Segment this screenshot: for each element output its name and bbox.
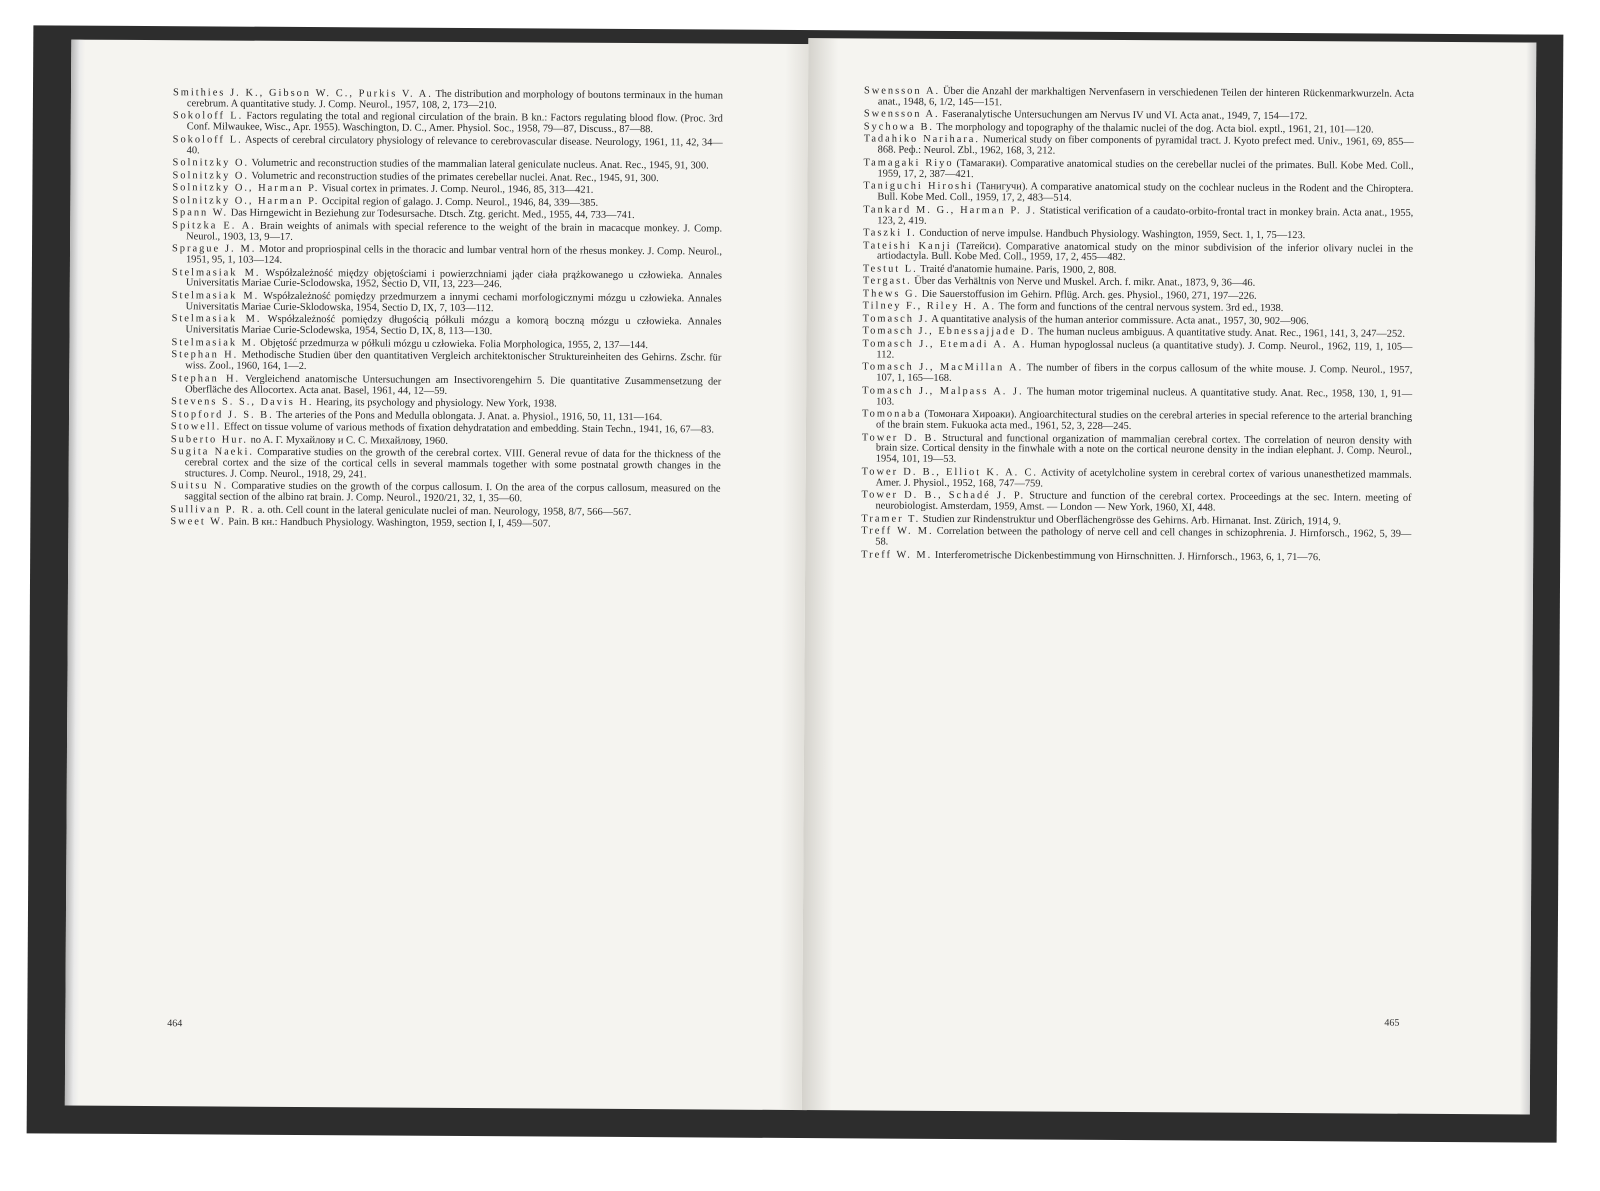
reference-author: Tamagaki Riyo: [863, 157, 954, 169]
reference-entry: [864, 86, 1414, 111]
reference-author: Stelmasiak M.: [171, 290, 260, 302]
reference-text: Methodische Studien über den quantitativen Vergleich architektonischer Struktureinheiten des Gehirns. Zschr. für wiss. Zool., 1960, 164, 1—2.: [185, 349, 722, 373]
reference-text: Occipital region of galago. J. Comp. Neurol., 1946, 84, 339—385.: [321, 195, 599, 209]
reference-text: Volumetric and reconstruction studies of the mammalian lateral geniculate nucleus. Anat. Rec., 1945, 91, 300.: [251, 157, 709, 172]
reference-text: The number of fibers in the corpus callosum of the white mouse. J. Comp. Neurol., 1957, 107, 1, 165—168.: [876, 362, 1413, 385]
reference-author: Taniguchi Hiroshi: [863, 180, 974, 193]
reference-text: Pain. B кн.: Handbuch Physiology. Washington, 1959, section I, I, 459—507.: [228, 516, 551, 530]
reference-author: Tower D. B., Schadé J. P.: [861, 489, 1026, 502]
reference-author: Tower D. B.: [861, 431, 939, 444]
reference-entry: [862, 339, 1412, 364]
reference-entry: [862, 433, 1412, 469]
reference-author: Tomasch J.: [862, 313, 930, 325]
reference-text: Współzależność między objętościami i powierzchniami jąder ciała prążkowanego u człowieka. Annales Universitatis Mariae Curie-Sclodowska, 1952, Sectio D, VII, 13, 223—246.: [185, 267, 722, 291]
reference-author: Tomasch J., Ebnessajjade D.: [862, 325, 1036, 338]
reference-text: The arteries of the Pons and Medulla oblongata. J. Anat. a. Physiol., 1916, 50, 11, 131—164.: [276, 409, 663, 423]
reference-entry: [173, 135, 723, 160]
reference-entry: [863, 182, 1413, 207]
reference-text: The distribution and morphology of boutons terminaux in the human cerebrum. A quantitative study. J. Comp. Neurol., 1957, 108, 2, 173—210.: [186, 88, 723, 112]
reference-author: Stelmasiak M.: [171, 266, 261, 279]
reference-text: Statistical verification of a caudato-orbito-frontal tract in monkey brain. Acta anat., 1955, 123, 2, 419.: [877, 205, 1414, 227]
reference-text: Motor and propriospinal cells in the thoracic and lumbar ventral horn of the rhesus monkey. J. Comp. Neurol., 1951, 95, 1, 103—124.: [185, 243, 723, 266]
reference-author: Tadahiko Narihara.: [863, 133, 981, 146]
reference-text: Conduction of nerve impulse. Handbuch Physiology. Washington, 1959, Sect. 1, 1, 75—123.: [919, 227, 1306, 242]
reference-author: Stephan H.: [171, 349, 239, 361]
reference-entry: [862, 386, 1412, 411]
reference-author: Tower D. B., Elliot K. A. C.: [861, 466, 1039, 479]
reference-text: Faseranalytische Untersuchungen am Nervus IV und VI. Acta anat., 1949, 7, 154—172.: [942, 109, 1308, 123]
reference-author: Sweet W.: [170, 516, 226, 528]
reference-text: The human nucleus ambiguus. A quantitative study. Anat. Rec., 1961, 141, 3, 247—252.: [1037, 326, 1406, 341]
reference-entry: [863, 205, 1413, 230]
reference-text: Structure and function of the cerebral cortex. Proceedings at the sec. Intern. meeting of neurobiologist. Amsterdam, 1959, Amst. — London — New York, 1960, XI, 448.: [875, 490, 1412, 514]
reference-author: Suberto Hur.: [170, 433, 249, 446]
reference-text: Traité d'anatomie humaine. Paris, 1900, 2, 808.: [920, 263, 1117, 276]
reference-author: Tilney F., Riley H. A.: [862, 300, 997, 313]
reference-text: Studien zur Rindenstruktur und Oberflächengrösse des Gehirns. Arb. Hirnanat. Inst. Zürich, 1914, 9.: [922, 513, 1341, 528]
reference-entry: [171, 374, 721, 399]
reference-author: Swensson A.: [863, 108, 940, 121]
reference-text: Hearing, its psychology and physiology. New York, 1938.: [316, 397, 557, 410]
reference-text: A quantitative analysis of the human anterior commissure. Acta anat., 1957, 30, 902—906.: [931, 313, 1309, 328]
reference-author: Tankard M. G., Harman P. J.: [863, 204, 1038, 217]
reference-text: Interferometrische Dickenbestimmung von Hirnschnitten. J. Hirnforsch., 1963, 6, 1, 71—76.: [934, 549, 1321, 563]
reference-text: (Томонага Хироаки). Angioarchitectural studies on the cerebral arteries in special reference to the arterial branching of the brain stem. Fukuoka acta med., 1961, 52, 3, 228—245.: [875, 408, 1413, 433]
reference-text: Współzależność pomiędzy długością półkuli mózgu a komorą boczną mózgu u człowieka. Annales Universitatis Mariae Curie-Sclodewska, 1954, Sectio D, IX, 8, 113—130.: [185, 314, 722, 338]
right-reference-list: [861, 86, 1414, 565]
reference-entry: [862, 410, 1412, 435]
reference-author: Swensson A.: [863, 85, 941, 97]
reference-text: Vergleichend anatomische Untersuchungen am Insectivorengehirn 5. Die quantitative Zusammensetzung der Oberfläche des Allocortex. Acta anat. Basel, 1961, 44, 12—59.: [185, 373, 722, 397]
reference-author: Tomonaba: [862, 408, 922, 420]
reference-author: Spitzka E. A.: [172, 219, 256, 232]
reference-entry: [170, 482, 720, 507]
reference-text: Effect on tissue volume of various methods of fixation dehydratation and embedding. Stain Techn., 1941, 16, 67—83.: [223, 421, 714, 436]
reference-author: Stopford J. S. B.: [170, 408, 274, 421]
reference-author: Stevens S. S., Davis H.: [171, 396, 314, 409]
right-page: [802, 38, 1537, 1114]
reference-text: Aspects of cerebral circulatory physiology of relevance to cerebrovascular disease. Neurology, 1961, 11, 42, 34—40.: [186, 134, 723, 157]
reference-entry: [172, 315, 722, 340]
reference-entry: [863, 241, 1413, 266]
reference-entry: [862, 467, 1412, 492]
reference-entry: [172, 221, 722, 246]
reference-text: Über die Anzahl der markhaltigen Nervenfasern in verschiedenen Teilen der hinteren Rückenmarkwurzeln. Acta anat., 1948, 6, 1/2, 145—151.: [877, 85, 1415, 109]
reference-text: Factors regulating the total and regional circulation of the brain. B kn.: Factors regulating blood flow. (Proc. 3rd Conf. Milwaukee, Wisc., Apr. 1955). Waschington, D. C., Amer. Physiol. Soc., 1958, 79—87, Discuss., 87—88.: [186, 111, 723, 136]
right-page-number: 465: [1384, 1017, 1400, 1029]
reference-author: Tomasch J., MacMillan A.: [862, 361, 1024, 374]
reference-text: Das Hirngewicht in Beziehung zur Todesursache. Dtsch. Ztg. gericht. Med., 1955, 44, 733—741.: [230, 207, 635, 222]
reference-author: Solnitzky O.: [172, 169, 250, 182]
reference-author: Tomasch J., Etemadi A. A.: [862, 338, 1027, 351]
reference-entry: [864, 135, 1414, 160]
reference-author: Solnitzky O., Harman P.: [172, 194, 320, 207]
reference-author: Tomasch J., Malpass A. J.: [862, 385, 1024, 398]
reference-entry: [861, 550, 1411, 564]
reference-text: a. oth. Cell count in the lateral geniculate nuclei of man. Neurology, 1958, 8/7, 566—567.: [257, 504, 632, 518]
reference-text: (Татейси). Comparative anatomical study on the minor subdivision of the inferior olivary nuclei in the artiodactyla. Bull. Kobe Med. Coll., 1959, 17, 2, 455—482.: [876, 240, 1414, 264]
reference-author: Smithies J. K., Gibson W. C., Purkis V. A.: [172, 87, 433, 100]
reference-author: Stowell.: [170, 421, 222, 433]
reference-author: Sychowa B.: [863, 121, 935, 133]
reference-author: Sokoloff L.: [172, 110, 244, 123]
reference-text: (Танигучи). A comparative anatomical study on the cochlear nucleus in the Rodent and the Chiroptera. Bull. Kobe Med. Coll., 1959, 17, 2, 483—514.: [877, 181, 1414, 204]
reference-entry: [861, 491, 1411, 516]
reference-text: Die Sauerstoffusion im Gehirn. Pflüg. Arch. ges. Physiol., 1960, 271, 197—226.: [921, 288, 1257, 302]
reference-author: Suitsu N.: [170, 480, 229, 492]
reference-entry: [171, 350, 721, 375]
reference-author: Spann W.: [172, 207, 229, 219]
reference-text: The human motor trigeminal nucleus. A quantitative study. Anat. Rec., 1958, 130, 1, 91—103.: [876, 386, 1413, 408]
reference-author: Stelmasiak M.: [171, 313, 262, 326]
reference-author: Taszki I.: [863, 227, 917, 239]
reference-text: Structural and functional organization of mammalian cerebral cortex. The correlation of neuron density with brain size. Cortical density in the finwhale with a note on the cortical neurone density in the indian elephant. J. Comp. Neurol., 1954, 101, 19—53.: [875, 432, 1412, 466]
reference-text: Objętość przedmurza w półkuli mózgu u człowieka. Folia Morphologica, 1955, 2, 137—144.: [260, 337, 648, 351]
reference-author: Tramer T.: [861, 513, 921, 525]
reference-entry: [171, 447, 721, 483]
reference-author: Sokoloff L.: [172, 134, 243, 146]
reference-text: The morphology and topography of the thalamic nuclei of the dog. Acta biol. exptl., 1961, 21, 101—120.: [936, 121, 1374, 136]
reference-entry: [173, 112, 723, 137]
left-page-number: 464: [167, 1018, 183, 1030]
left-page: [65, 40, 813, 1111]
reference-text: Comparative studies on the growth of the corpus callosum. I. On the area of the corpus callosum, measured on the saggital section of the albino rat brain. J. Comp. Neurol., 1920/21, 32, 1, 35—60.: [184, 480, 721, 505]
reference-text: Volumetric and reconstruction studies of the primates cerebellar nuclei. Anat. Rec., 1945, 91, 300.: [251, 170, 659, 184]
reference-author: Thews G.: [862, 288, 920, 300]
reference-text: Comparative studies on the growth of the cerebral cortex. VIII. General revue of data for the thickness of the cerebral cortex and the size of the cortical cells in several mammals together with some postnatal growth changes in the structures. J. Comp. Neurol., 1918, 29, 241.: [184, 446, 721, 481]
reference-author: Treff W. M.: [861, 525, 934, 538]
left-reference-list: [170, 88, 723, 533]
reference-entry: [170, 517, 720, 531]
reference-entry: [172, 244, 722, 269]
reference-text: Correlation between the pathology of nerve cell and cell changes in schizophrenia. J. Hirnforsch., 1962, 5, 39—58.: [875, 526, 1412, 548]
open-book: [27, 25, 1564, 1142]
reference-text: (Тамагаки). Comparative anatomical studies on the cerebellar nuclei of the primates. Bull. Kobe Med. Coll., 1959, 17, 2, 387—421.: [877, 157, 1414, 180]
reference-author: Solnitzky O.: [172, 157, 250, 169]
reference-entry: [861, 527, 1411, 552]
reference-author: Treff W. M.: [861, 548, 933, 561]
reference-author: Sullivan P. R.: [170, 503, 256, 516]
reference-author: Solnitzky O., Harman P.: [172, 182, 320, 195]
reference-entry: [172, 268, 722, 293]
reference-author: Tateishi Kanji: [863, 239, 952, 252]
reference-author: Stephan H.: [171, 372, 241, 385]
reference-author: Sugita Naeki.: [170, 446, 255, 458]
reference-text: Współzależność pomiędzy przedmurzem a innymi cechami morfologicznymi mózgu u człowieka. Annales Universitatis Mariae Curie-Sklodowska, 1954, Sectio D, IX, 7, 103—112.: [185, 290, 722, 314]
reference-text: Human hypoglossal nucleus (a quantitative study). J. Comp. Neurol., 1962, 119, 1, 105—112.: [876, 339, 1413, 361]
reference-text: The form and functions of the central nervous system. 3rd ed., 1938.: [998, 301, 1284, 315]
reference-author: Stelmasiak M.: [171, 336, 258, 349]
reference-author: Sprague J. M.: [172, 243, 257, 255]
reference-text: Activity of acetylcholine system in cerebral cortex of various unanesthetized mammals. Amer. J. Physiol., 1952, 168, 747—759.: [875, 467, 1412, 490]
reference-text: no A. Г. Мухайлову и С. С. Михайлову, 1960.: [250, 434, 448, 447]
reference-author: Testut L.: [862, 263, 918, 275]
reference-entry: [863, 158, 1413, 183]
reference-author: Tergast.: [862, 275, 912, 288]
reference-entry: [862, 363, 1412, 388]
reference-entry: [172, 291, 722, 316]
reference-text: Über das Verhältnis von Nerve und Muskel. Arch. f. mikr. Anat., 1873, 9, 36—46.: [914, 276, 1256, 290]
reference-entry: [173, 88, 723, 113]
reference-text: Brain weights of animals with special reference to the weight of the brain in macacque monkey. J. Comp. Neurol., 1903, 13, 9—17.: [186, 220, 723, 243]
reference-text: Visual cortex in primates. J. Comp. Neurol., 1946, 85, 313—421.: [321, 183, 594, 196]
reference-text: Numerical study on fiber components of pyramidal tract. J. Kyoto prefect med. Univ., 1961, 69, 855—868. Реф.: Neurol. Zbl., 1962, 168, 3, 212.: [877, 134, 1414, 157]
